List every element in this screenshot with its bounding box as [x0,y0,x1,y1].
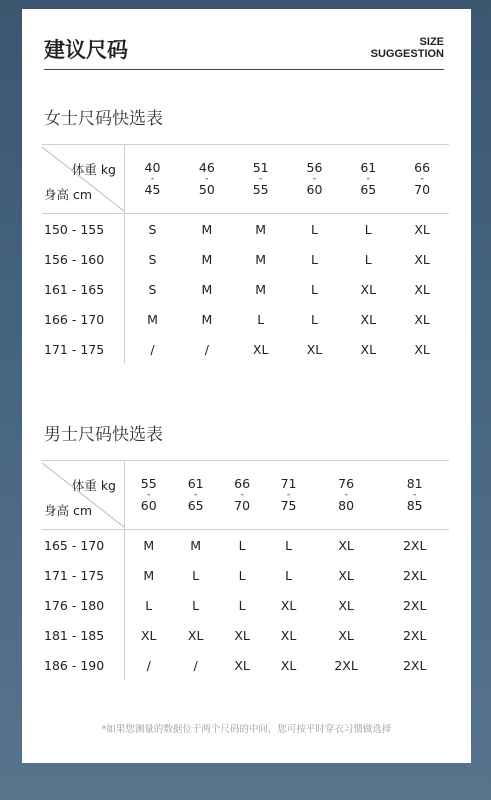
weight-range-max: 65 [360,182,377,197]
weight-label: 体重 kg [71,162,116,177]
women-size-row [42,274,449,304]
range-dash: - [312,174,317,184]
size-cell: XL [360,281,377,297]
weight-label: 体重 kg [71,478,116,493]
weight-range-min: 61 [360,160,377,175]
size-cell: 2XL [334,657,358,673]
weight-range-min: 81 [406,476,423,491]
range-dash: - [286,490,291,500]
size-cell: L [238,567,246,583]
size-cell: XL [187,627,204,643]
men-size-row [42,620,449,650]
women-size-row [42,244,449,274]
size-label-line2: SUGGESTION [370,48,444,60]
women-corner-cell [42,145,125,214]
range-dash: - [194,490,198,500]
weight-range-cell [125,461,173,530]
size-cell: L [310,221,318,237]
size-cell: L [145,597,153,613]
range-dash: - [147,490,151,500]
size-cell: XL [360,311,377,327]
range-dash: - [366,174,370,184]
weight-range-max: 80 [338,498,355,513]
weight-range-cell [125,145,180,214]
height-label: 身高 cm [44,187,93,202]
size-cell: XL [414,251,430,267]
weight-range-cell [312,461,381,530]
men-size-table [42,460,449,680]
size-cell: XL [252,341,269,357]
weight-range-min: 71 [280,476,297,491]
men-size-row [42,650,449,680]
size-cell: L [192,597,200,613]
size-cell: M [201,281,213,297]
size-cell: XL [360,341,377,357]
size-cell: M [255,251,267,267]
women-size-row [42,214,449,245]
size-cell: L [310,281,318,297]
size-cell: M [147,311,158,327]
weight-range-min: 76 [338,476,355,491]
size-cell: M [201,311,213,327]
height-label: 身高 cm [44,503,93,518]
weight-range-max: 70 [414,182,431,197]
size-cell: XL [234,627,250,643]
weight-range-max: 50 [198,182,215,197]
size-guide-card [22,9,471,763]
range-dash: - [413,490,417,500]
size-cell: XL [280,597,297,613]
men-header-row [42,461,449,530]
size-cell: L [285,567,293,583]
women-size-row [42,304,449,334]
weight-range-cell [180,145,234,214]
weight-range-max: 85 [406,498,423,513]
size-cell: L [364,221,372,237]
size-cell: L [310,311,318,327]
size-cell: XL [280,657,297,673]
range-dash: - [205,174,209,184]
height-range-cell: 150 - 155 [42,214,125,245]
weight-range-min: 46 [198,160,215,175]
size-cell: L [238,537,246,553]
size-cell: XL [306,341,323,357]
range-dash: - [344,490,348,500]
height-range-cell: 176 - 180 [42,590,125,620]
weight-range-min: 66 [234,476,251,491]
size-cell: 2XL [402,627,427,643]
height-range-cell: 171 - 175 [42,334,125,364]
weight-range-cell [172,461,218,530]
range-dash: - [420,174,424,184]
women-size-row [42,334,449,364]
size-cell: XL [414,311,430,327]
size-cell: L [285,537,293,553]
size-cell: / [146,657,151,673]
weight-range-cell [341,145,395,214]
weight-range-cell [288,145,342,214]
weight-range-max: 60 [140,498,157,513]
size-cell: M [255,281,267,297]
size-cell: XL [338,597,354,613]
men-size-row [42,530,449,561]
size-cell: XL [234,657,250,673]
footnote: *如果您测量的数据位于两个尺码的中间，您可按平时穿衣习惯做选择 [101,724,392,735]
size-cell: M [201,221,213,237]
height-range-cell: 161 - 165 [42,274,125,304]
men-corner-cell [42,461,125,530]
size-cell: M [143,537,155,553]
weight-range-max: 55 [252,182,269,197]
size-cell: 2XL [402,567,427,583]
size-cell: / [150,341,155,357]
weight-range-cell [265,461,311,530]
size-cell: L [364,251,372,267]
size-cell: XL [338,627,354,643]
size-cell: L [238,597,246,613]
weight-range-max: 75 [280,498,297,513]
size-cell: M [255,221,267,237]
height-range-cell: 166 - 170 [42,304,125,334]
women-section-title: 女士尺码快选表 [44,109,163,129]
weight-range-max: 70 [234,498,251,513]
weight-range-min: 51 [252,160,269,175]
size-cell: / [193,657,198,673]
weight-range-cell [395,145,449,214]
size-cell: L [310,251,318,267]
height-range-cell: 171 - 175 [42,560,125,590]
size-cell: XL [338,567,354,583]
weight-range-min: 56 [306,160,323,175]
size-cell: S [148,281,157,297]
size-cell: M [143,567,155,583]
size-cell: 2XL [402,597,427,613]
women-header-row [42,145,449,214]
weight-range-cell [219,461,265,530]
men-size-row [42,560,449,590]
height-range-cell: 165 - 170 [42,530,125,561]
size-cell: 2XL [402,657,427,673]
header-divider [44,69,444,70]
height-range-cell: 181 - 185 [42,620,125,650]
range-dash: - [259,174,263,184]
size-cell: XL [280,627,297,643]
height-range-cell: 186 - 190 [42,650,125,680]
men-section-title: 男士尺码快选表 [44,425,163,445]
weight-range-max: 65 [187,498,204,513]
size-cell: S [148,221,157,237]
weight-range-cell [234,145,288,214]
weight-range-max: 45 [144,182,161,197]
size-label-line1: SIZE [419,36,444,48]
range-dash: - [150,174,155,184]
weight-range-min: 66 [414,160,431,175]
weight-range-max: 60 [306,182,323,197]
size-cell: L [192,567,200,583]
size-cell: L [257,311,265,327]
size-cell: XL [414,221,430,237]
size-cell: 2XL [402,537,427,553]
men-size-row [42,590,449,620]
height-range-cell: 156 - 160 [42,244,125,274]
range-dash: - [240,490,244,500]
size-cell: XL [140,627,157,643]
size-cell: / [204,341,209,357]
size-cell: XL [414,281,430,297]
weight-range-min: 55 [140,476,157,491]
weight-range-cell [380,461,449,530]
weight-range-min: 61 [187,476,204,491]
women-size-table [42,144,449,364]
size-cell: M [190,537,202,553]
size-cell: M [201,251,213,267]
weight-range-min: 40 [144,160,161,175]
page-title: 建议尺码 [44,38,128,62]
size-cell: S [148,251,157,267]
size-cell: XL [414,341,430,357]
size-cell: XL [338,537,354,553]
size-suggestion-label [371,36,444,60]
